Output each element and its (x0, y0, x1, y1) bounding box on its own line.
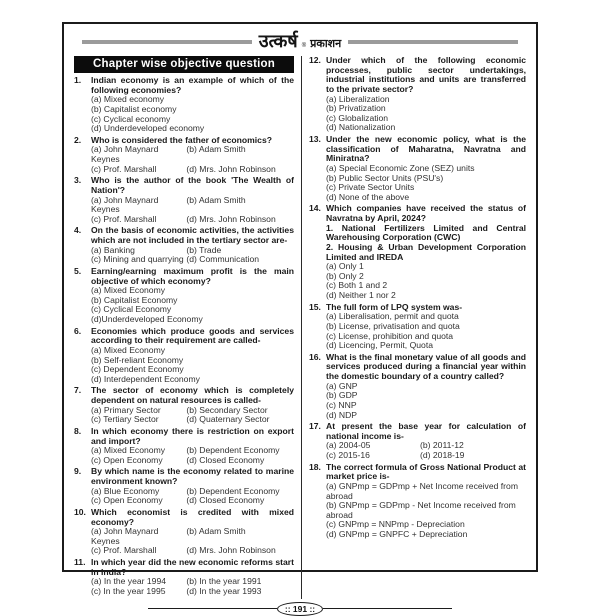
options-group (91, 446, 294, 465)
options-group (326, 382, 526, 421)
question-item (309, 463, 526, 540)
question-number: 4. (74, 225, 82, 236)
question-text: What is the final monetary value of all goods and services produced during a financial year within the domestic boundary of a country called? (326, 351, 526, 381)
option: (c) NNP (326, 399, 357, 410)
question-text: By which name is the economy related to marine environment known? (91, 466, 294, 486)
masthead (64, 24, 536, 54)
question-item (309, 135, 526, 202)
question-text: Economies which produce goods and services according to their requirement are called- (91, 325, 294, 346)
option: (d) Mrs. John Robinson (186, 213, 276, 224)
option: (a) In the year 1994 (91, 576, 167, 587)
option: (d) Licencing, Permit, Quota (326, 340, 433, 351)
question-body (91, 467, 294, 506)
option: (b) Capitalist economy (91, 103, 177, 114)
question-text: In which year did the new economic reforms start in India? (91, 557, 294, 577)
option: (b) License, privatisation and quota (326, 320, 460, 331)
option: (d) Communication (186, 254, 259, 265)
option: (c) GNPmp = NNPmp - Depreciation (326, 519, 465, 530)
option: (a) Liberalisation, permit and quota (326, 311, 459, 322)
question-number: 13. (309, 134, 321, 144)
option: (b) 2011-12 (420, 440, 464, 451)
option: (d) Closed Economy (186, 495, 265, 506)
question-text: Who is the author of the book 'The Wealth of Nation'? (91, 175, 294, 195)
question-item (74, 558, 294, 597)
option: (a) Mixed Economy (91, 344, 166, 355)
options-group (91, 95, 294, 134)
option: (b) Trade (186, 244, 222, 255)
question-body (326, 204, 526, 300)
question-body (91, 386, 294, 425)
option: (d) Mrs. John Robinson (186, 163, 276, 174)
option: (b) Dependent Economy (186, 485, 280, 496)
options-group (91, 406, 294, 425)
question-item (309, 204, 526, 300)
question-number: 15. (309, 301, 321, 312)
option: (c) Prof. Marshall (91, 545, 157, 556)
option: (c) Cyclical Economy (91, 304, 172, 315)
question-text: Under the new economic policy, what is the classification of Maharatna, Navratna and Miniratna? (326, 134, 526, 164)
option: (b) GNPmp = GDPmp - Net Income received from abroad (326, 500, 516, 520)
option: (c) Dependent Economy (91, 364, 184, 375)
option: (a) Mixed Economy (91, 285, 166, 296)
question-body (326, 135, 526, 202)
option: (a) John Maynard Keynes (91, 194, 159, 215)
question-number: 11. (74, 557, 86, 567)
options-group (326, 95, 526, 134)
question-body (326, 56, 526, 133)
question-body (326, 463, 526, 540)
options-group (91, 246, 294, 265)
option: (d) GNPmp = GNPFC + Depreciation (326, 529, 468, 539)
question-list-right (309, 56, 526, 540)
options-group (326, 312, 526, 351)
option: (c) Globalization (326, 112, 389, 123)
question-statement: 2. Housing & Urban Development Corporation Limited and IREDA (326, 241, 526, 262)
option: (a) Primary Sector (91, 404, 161, 415)
option: (c) License, prohibition and quota (326, 330, 454, 341)
question-body (91, 136, 294, 175)
question-body (91, 558, 294, 597)
option: (b) GDP (326, 390, 358, 401)
question-number: 1. (74, 75, 82, 85)
option: (b) In the year 1991 (186, 576, 262, 587)
option: (d) Quaternary Sector (186, 414, 270, 425)
option: (d) Interdependent Economy (91, 373, 200, 384)
publisher-logo (259, 33, 342, 51)
page-footer (148, 602, 452, 616)
option: (d) Mrs. John Robinson (186, 545, 276, 556)
option: (a) Mixed economy (91, 94, 165, 105)
option: (b) Privatization (326, 103, 386, 114)
publisher-type: प्रकाशन (310, 37, 342, 50)
question-number: 9. (74, 466, 82, 477)
option: (c) In the year 1995 (91, 585, 166, 596)
option: (c) Open Economy (91, 454, 163, 465)
option: (b) Adam Smith (186, 144, 246, 155)
question-item (309, 56, 526, 133)
option: (a) John Maynard Keynes (91, 144, 159, 164)
options-group (326, 441, 526, 460)
option: (c) Tertiary Sector (91, 414, 159, 425)
masthead-rule-left (82, 40, 252, 44)
question-number: 2. (74, 134, 82, 145)
option: (c) Private Sector Units (326, 182, 415, 193)
footer-rule-right (323, 608, 452, 610)
question-body (326, 353, 526, 420)
publisher-name: उत्कर्ष (258, 31, 298, 52)
registered-mark-icon: ® (301, 43, 307, 49)
option: (a) GNPmp = GDPmp + Net Income received from abroad (326, 480, 518, 501)
question-number: 6. (74, 325, 82, 336)
option: (a) Blue Economy (91, 485, 160, 496)
question-item (309, 422, 526, 461)
options-group (91, 346, 294, 385)
option: (d) Nationalization (326, 122, 396, 133)
option: (d) In the year 1993 (186, 585, 262, 596)
question-item (74, 176, 294, 224)
column-right (301, 56, 526, 599)
question-text: Which companies have received the status of Navratna by April, 2024? (326, 203, 526, 223)
question-number: 12. (309, 55, 321, 65)
option: (b) Secondary Sector (186, 404, 268, 415)
question-body (91, 508, 294, 556)
question-body (326, 422, 526, 461)
question-number: 14. (309, 203, 321, 214)
options-group (91, 145, 294, 174)
question-text: Earning/earning maximum profit is the main objective of which economy? (91, 265, 294, 286)
options-group (326, 262, 526, 301)
option: (c) Prof. Marshall (91, 163, 157, 174)
question-body (91, 327, 294, 385)
option: (d) Closed Economy (186, 454, 265, 465)
question-text: The sector of economy which is completely dependent on natural resources is called- (91, 385, 294, 405)
question-body (91, 427, 294, 466)
question-text: In which economy there is restriction on export and import? (91, 425, 294, 446)
question-item (74, 226, 294, 265)
options-group (326, 482, 526, 540)
option: (b) Adam Smith (186, 526, 246, 537)
option: (a) John Maynard Keynes (91, 526, 159, 546)
question-item (74, 427, 294, 466)
question-number: 8. (74, 425, 82, 436)
question-item (74, 386, 294, 425)
footer-rule-left (148, 608, 277, 610)
option: (d) NDP (326, 409, 358, 420)
page-number-badge: :: 191 :: (277, 602, 323, 616)
option: (b) Capitalist Economy (91, 294, 178, 305)
question-body (91, 267, 294, 325)
question-item (74, 267, 294, 325)
question-text: Who is considered the father of economics? (91, 134, 272, 145)
question-text: At present the base year for calculation of national income is- (326, 421, 526, 441)
option: (a) GNP (326, 380, 358, 391)
question-item (74, 508, 294, 556)
option: (d) Neither 1 nor 2 (326, 290, 396, 300)
content-frame (62, 22, 538, 614)
masthead-rule-right (348, 40, 518, 44)
option: (b) Dependent Economy (186, 445, 280, 456)
options-group (91, 487, 294, 506)
question-body (326, 303, 526, 351)
question-number: 5. (74, 265, 82, 276)
question-number: 16. (309, 351, 321, 362)
option: (b) Public Sector Units (PSU's) (326, 172, 444, 183)
option: (a) 2004-05 (326, 440, 371, 451)
option: (a) Only 1 (326, 261, 364, 272)
question-text: The full form of LPQ system was- (326, 301, 463, 312)
option: (c) Mining and quarrying (91, 254, 184, 265)
option: (c) 2015-16 (326, 450, 370, 460)
options-group (91, 196, 294, 225)
question-body (91, 226, 294, 265)
question-number: 17. (309, 421, 321, 432)
column-left (74, 56, 301, 599)
question-number: 3. (74, 175, 82, 186)
option: (b) Only 2 (326, 270, 364, 281)
question-text: On the basis of economic activities, the activities which are not included in the tertiary sector are- (91, 225, 294, 245)
options-group (91, 527, 294, 556)
question-text: The correct formula of Gross National Product at market price is- (326, 461, 526, 482)
option: (a) Mixed Economy (91, 445, 166, 456)
options-group (91, 577, 294, 596)
option: (b) Adam Smith (186, 194, 246, 205)
question-list-left (74, 76, 294, 597)
question-item (309, 303, 526, 351)
option: (c) Open Economy (91, 495, 163, 506)
question-item (74, 76, 294, 134)
question-number: 18. (309, 461, 321, 472)
question-text: Which economist is credited with mixed economy? (91, 506, 294, 527)
option: (a) Liberalization (326, 93, 390, 104)
option: (c) Both 1 and 2 (326, 280, 388, 291)
option: (d) None of the above (326, 191, 410, 202)
question-text: Under which of the following economic processes, public sector undertakings, industrial institutions and units are transferred to the private sector? (326, 55, 526, 94)
option: (a) Banking (91, 244, 135, 255)
question-item (74, 467, 294, 506)
option: (b) Self-reliant Economy (91, 354, 184, 365)
question-number: 7. (74, 385, 82, 396)
question-statement: 1. National Fertilizers Limited and Central Warehousing Corporation (CWC) (326, 222, 526, 243)
question-body (91, 176, 294, 224)
question-number: 10. (74, 506, 86, 517)
option: (d)Underdeveloped Economy (91, 314, 203, 324)
option: (d) Underdeveloped economy (91, 123, 205, 134)
question-body (91, 76, 294, 134)
two-column-body (64, 56, 536, 599)
question-item (309, 353, 526, 420)
option: (d) 2018-19 (420, 450, 465, 460)
section-title-bar: Chapter wise objective question (74, 56, 294, 73)
option: (c) Prof. Marshall (91, 213, 157, 224)
option: (c) Cyclical economy (91, 113, 171, 124)
options-group (326, 164, 526, 203)
question-item (74, 136, 294, 175)
options-group (91, 286, 294, 325)
question-text: Indian economy is an example of which of the following economies? (91, 75, 294, 95)
option: (a) Special Economic Zone (SEZ) units (326, 162, 475, 173)
question-item (74, 327, 294, 385)
